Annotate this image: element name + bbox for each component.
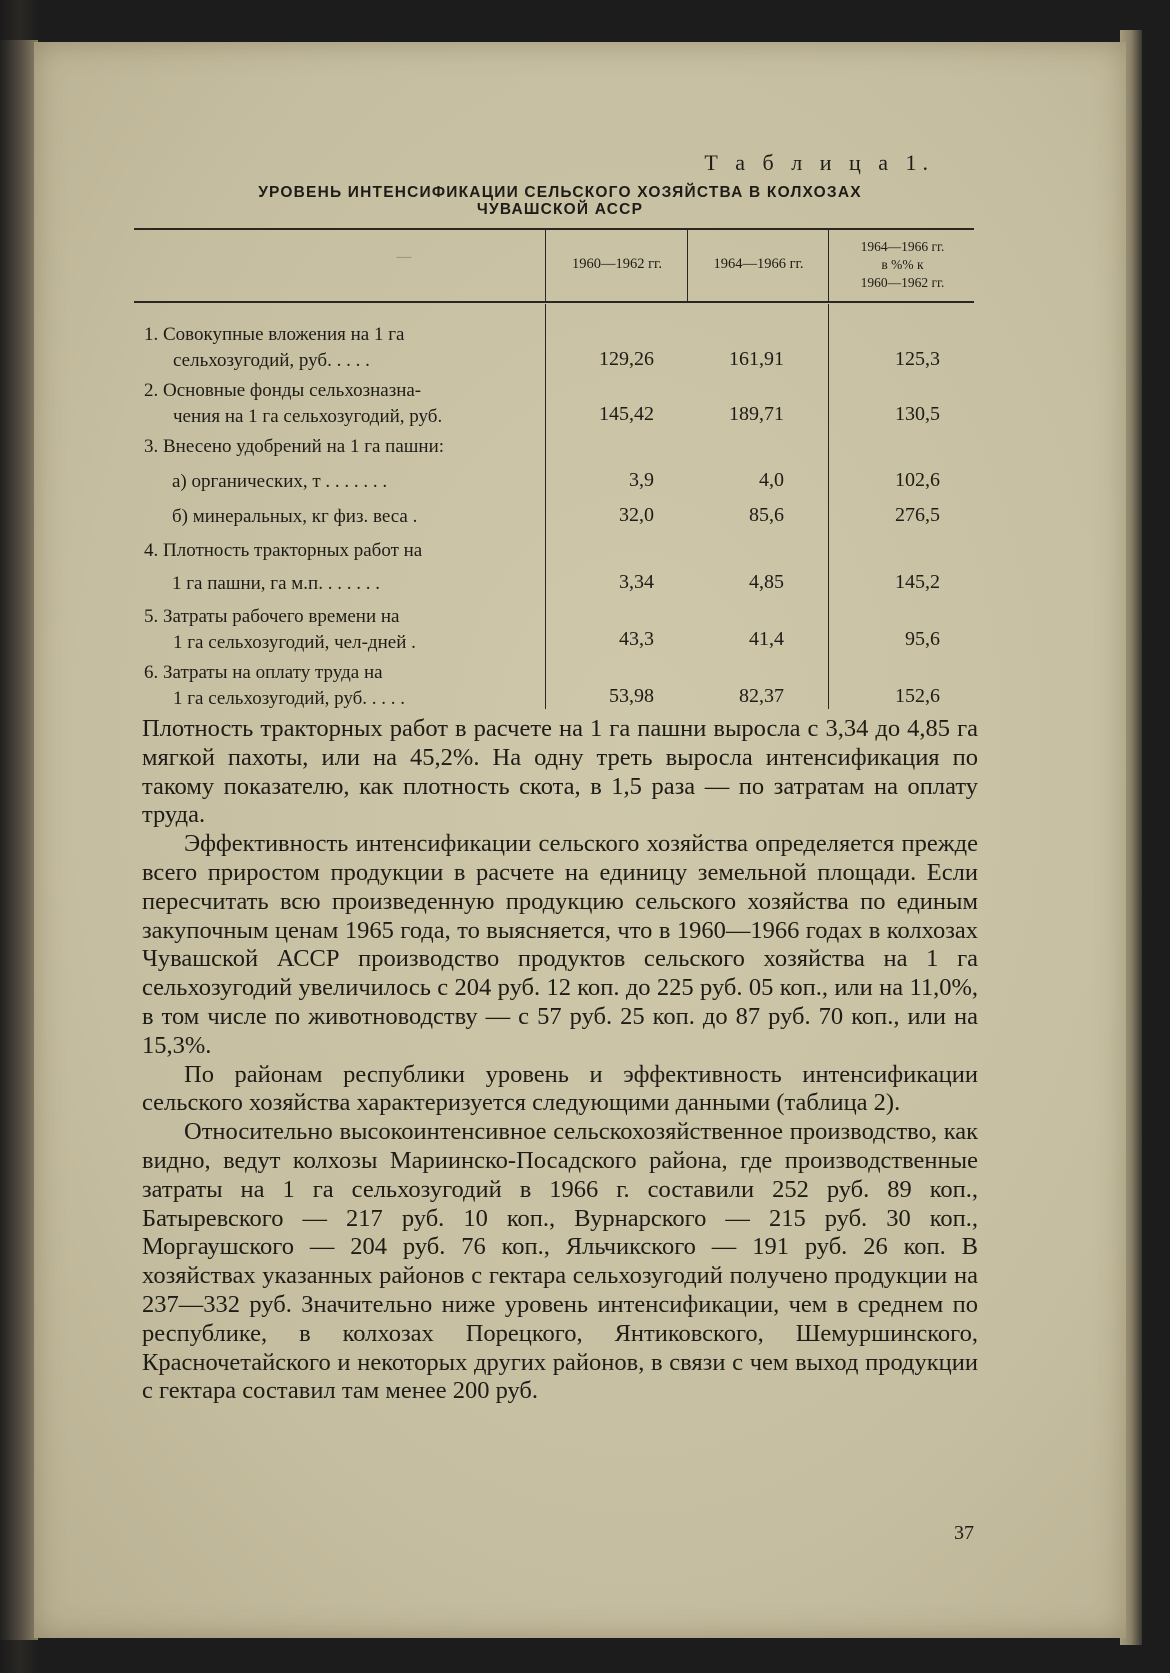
table-row-label: 4. Плотность тракторных работ на <box>144 540 423 561</box>
table-header-rule <box>134 301 974 303</box>
row-label-line: чения на 1 га сельхозугодий, руб. <box>173 406 443 427</box>
header-percent <box>831 238 974 292</box>
cell-1964-1966: 41,4 <box>749 628 784 650</box>
table-row-label: 3. Внесено удобрений на 1 га пашни: <box>144 436 445 457</box>
cell-1960-1962: 145,42 <box>599 403 654 425</box>
row-label-line: 5. Затраты рабочего времени на <box>144 606 400 627</box>
row-label-line: 2. Основные фонды сельхозназна- <box>144 380 422 401</box>
row-label-line: 6. Затраты на оплату труда на <box>144 662 383 683</box>
cell-1960-1962: 129,26 <box>599 348 654 370</box>
cell-1964-1966: 82,37 <box>739 685 784 707</box>
cell-percent: 95,6 <box>905 628 940 650</box>
header-percent-line3: 1960—1962 гг. <box>860 275 945 290</box>
cell-1960-1962: 32,0 <box>619 504 654 526</box>
cell-percent: 125,3 <box>895 348 940 370</box>
paragraph: Эффективность интенсификации сельского хозяйства определяется прежде всего приростом продукции в расчете на единицу земельной площади. Если пересчитать всю произведенную продукцию сельского хозяйства по единым закупочным ценам 1965 года, то выясняется, что в 1960—1966 годах в колхозах Чувашской АССР производство продуктов сельского хозяйства на 1 га сельхозугодий увеличилось с 204 руб. 12 коп. до 225 руб. 05 коп., или на 11,0%, в том числе по животноводству — с 57 руб. 25 коп. до 87 руб. 70 коп., или на 15,3%. <box>142 830 978 1059</box>
cell-1964-1966: 189,71 <box>729 403 784 425</box>
cell-1964-1966: 85,6 <box>749 504 784 526</box>
cell-percent: 145,2 <box>895 571 940 593</box>
cell-1960-1962: 3,34 <box>619 571 654 593</box>
header-percent-line1: 1964—1966 гг. <box>860 239 945 254</box>
cell-1964-1966: 4,85 <box>749 571 784 593</box>
row-label-line: сельхозугодий, руб. . . . . <box>173 350 370 371</box>
body-divider <box>828 304 829 709</box>
cell-1964-1966: 161,91 <box>729 348 784 370</box>
cell-percent: 276,5 <box>895 504 940 526</box>
table-top-rule <box>134 228 974 230</box>
header-divider <box>545 228 546 301</box>
cell-1964-1966: 4,0 <box>759 469 784 491</box>
header-1960-1962: 1960—1962 гг. <box>571 256 662 272</box>
cell-percent: 152,6 <box>895 685 940 707</box>
row-label-line: 1 га сельхозугодий, руб. . . . . <box>173 688 406 709</box>
cell-1960-1962: 53,98 <box>609 685 654 707</box>
table-title <box>130 184 990 218</box>
row-label-line: 1. Совокупные вложения на 1 га <box>144 324 405 345</box>
page-number: 37 <box>954 1522 974 1544</box>
paragraph: Относительно высокоинтенсивное сельскохозяйственное производство, как видно, ведут колхозы Мариинско-Посадского района, где производственные затраты на 1 га сельхозугодий в 1966 г. составили 252 руб. 89 коп., Батыревского — 217 руб. 10 коп., Вурнарского — 215 руб. 30 коп., Моргаушского — 204 руб. 76 коп., Яльчикского — 191 руб. 26 коп. В хозяйствах указанных районов с гектара сельхозугодий получено продукции на 237—332 руб. Значительно ниже уровень интенсификации, чем в среднем по республике, в колхозах Порецкого, Янтиковского, Шемуршинского, Красночетайского и некоторых других районов, в связи с чем выход продукции с гектара составил там менее 200 руб. <box>142 1118 978 1405</box>
cell-1960-1962: 3,9 <box>629 469 654 491</box>
header-blank: — <box>396 249 412 265</box>
header-divider <box>828 228 829 301</box>
cell-1960-1962: 43,3 <box>619 628 654 650</box>
header-percent-line2: в %% к <box>881 257 924 272</box>
table-title-line1: УРОВЕНЬ ИНТЕНСИФИКАЦИИ СЕЛЬСКОГО ХОЗЯЙСТВА В КОЛХОЗАХ <box>258 184 862 201</box>
header-1964-1966: 1964—1966 гг. <box>713 256 804 272</box>
data-table <box>134 228 974 713</box>
table-row-label: 1 га пашни, га м.п. . . . . . . <box>172 573 380 594</box>
paragraph: Плотность тракторных работ в расчете на 1 га пашни выросла с 3,34 до 4,85 га мягкой пахоты, или на 45,2%. На одну треть выросла интенсификация по такому показателю, как плотность скота, в 1,5 раза — по затратам на оплату труда. <box>142 715 978 829</box>
header-divider <box>687 228 688 301</box>
table-number: Т а б л и ц а 1. <box>704 150 934 175</box>
row-label-line: 1 га сельхозугодий, чел-дней . <box>173 632 416 653</box>
table-row-label: а) органических, т . . . . . . . <box>172 471 388 492</box>
body-text <box>142 715 978 1406</box>
paragraph: По районам республики уровень и эффективность интенсификации сельского хозяйства характеризуется следующими данными (таблица 2). <box>142 1060 978 1117</box>
book-spine <box>0 40 38 1640</box>
cell-percent: 130,5 <box>895 403 940 425</box>
cell-percent: 102,6 <box>895 469 940 491</box>
table-title-line2: ЧУВАШСКОЙ АССР <box>476 201 644 218</box>
table-row-label: б) минеральных, кг физ. веса . <box>172 506 418 527</box>
